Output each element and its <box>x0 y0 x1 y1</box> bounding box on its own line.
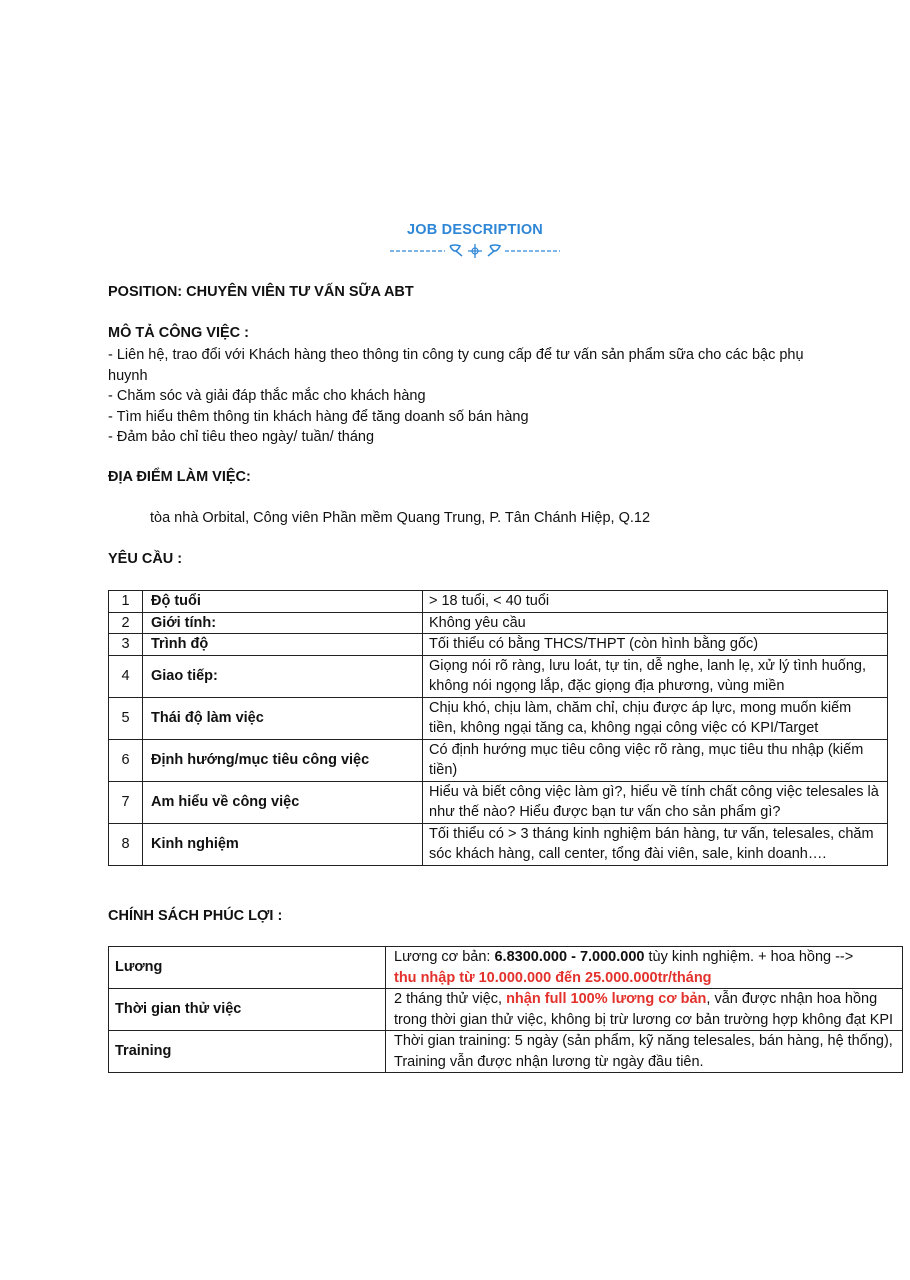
probation-suffix: , vẫn được nhận hoa hồng trong thời gian thử việc, không bị trừ lương cơ bản trường hợp không đạt KPI <box>394 991 894 1028</box>
requirements-table <box>108 590 888 866</box>
document-title: JOB DESCRIPTION <box>407 222 543 238</box>
row-label: Độ tuổi <box>143 591 423 613</box>
table-row <box>109 591 888 613</box>
benefit-label-training: Training <box>109 1031 386 1073</box>
table-row <box>109 1031 903 1073</box>
row-number: 8 <box>109 823 143 865</box>
description-heading: MÔ TẢ CÔNG VIỆC : <box>108 325 249 341</box>
benefits-table <box>108 946 903 1073</box>
row-number: 4 <box>109 655 143 697</box>
row-number: 3 <box>109 634 143 656</box>
row-value: Có định hướng mục tiêu công việc rõ ràng, mục tiêu thu nhập (kiếm tiền) <box>423 739 888 781</box>
title-ornament <box>390 242 560 258</box>
row-number: 1 <box>109 591 143 613</box>
table-row <box>109 989 903 1031</box>
salary-suffix: tùy kinh nghiệm. + hoa hồng --> <box>644 949 854 965</box>
row-label: Am hiểu về công việc <box>143 781 423 823</box>
row-value: > 18 tuổi, < 40 tuổi <box>423 591 888 613</box>
salary-prefix: Lương cơ bản: <box>394 949 495 965</box>
benefits-heading: CHÍNH SÁCH PHÚC LỢI : <box>108 908 283 924</box>
description-item: huynh <box>108 367 148 384</box>
table-row <box>109 655 888 697</box>
row-value: Hiểu và biết công việc làm gì?, hiểu về tính chất công việc telesales là như thế nào? Hiểu được bạn tư vấn cho sản phẩm gì? <box>423 781 888 823</box>
row-number: 2 <box>109 612 143 634</box>
description-item: - Đảm bảo chỉ tiêu theo ngày/ tuần/ tháng <box>108 429 375 445</box>
description-item: - Tìm hiểu thêm thông tin khách hàng để tăng doanh số bán hàng <box>108 408 529 425</box>
row-value: Tối thiểu có > 3 tháng kinh nghiệm bán hàng, tư vấn, telesales, chăm sóc khách hàng, call center, tổng đài viên, sale, kinh doanh…. <box>423 823 888 865</box>
location-heading: ĐỊA ĐIỂM LÀM VIỆC: <box>108 469 251 485</box>
description-item: - Liên hệ, trao đổi với Khách hàng theo thông tin công ty cung cấp để tư vấn sản phẩm sữa cho các bậc phụ <box>108 347 804 363</box>
row-label: Định hướng/mục tiêu công việc <box>143 739 423 781</box>
row-value: Giọng nói rõ ràng, lưu loát, tự tin, dễ nghe, lanh lẹ, xử lý tình huống, không nói ngọng lắp, đặc giọng địa phương, vùng miền <box>423 655 888 697</box>
row-number: 5 <box>109 697 143 739</box>
position-heading: POSITION: CHUYÊN VIÊN TƯ VẤN SỮA ABT <box>108 284 414 300</box>
table-row <box>109 823 888 865</box>
row-value: Tối thiểu có bằng THCS/THPT (còn hình bằng gốc) <box>423 634 888 656</box>
row-number: 6 <box>109 739 143 781</box>
requirements-heading: YÊU CẦU : <box>108 551 183 567</box>
location-address: tòa nhà Orbital, Công viên Phần mềm Quang Trung, P. Tân Chánh Hiệp, Q.12 <box>150 510 651 526</box>
row-label: Giới tính: <box>143 612 423 634</box>
benefit-label-probation: Thời gian thử việc <box>109 989 386 1031</box>
row-number: 7 <box>109 781 143 823</box>
benefit-label-salary: Lương <box>109 947 386 989</box>
salary-highlight: thu nhập từ 10.000.000 đến 25.000.000tr/tháng <box>394 969 712 986</box>
salary-amount: 6.8300.000 - 7.000.000 <box>494 949 645 965</box>
row-label: Thái độ làm việc <box>143 697 423 739</box>
row-label: Kinh nghiệm <box>143 823 423 865</box>
table-row <box>109 781 888 823</box>
table-row <box>109 634 888 656</box>
row-value: Không yêu cầu <box>423 612 888 634</box>
probation-prefix: 2 tháng thử việc, <box>394 991 507 1007</box>
row-label: Giao tiếp: <box>143 655 423 697</box>
table-row <box>109 739 888 781</box>
ornament-divider-icon <box>390 242 560 258</box>
benefit-value-probation <box>386 989 903 1031</box>
row-value: Chịu khó, chịu làm, chăm chỉ, chịu được áp lực, mong muốn kiếm tiền, không ngại tăng ca, không ngại công việc có KPI/Target <box>423 697 888 739</box>
description-item: - Chăm sóc và giải đáp thắc mắc cho khách hàng <box>108 388 426 404</box>
benefit-value-salary <box>386 947 903 989</box>
table-row <box>109 947 903 989</box>
benefit-value-training: Thời gian training: 5 ngày (sản phẩm, kỹ năng telesales, bán hàng, hệ thống), Training vẫn được nhận lương từ ngày đầu tiên. <box>386 1031 903 1073</box>
table-row <box>109 612 888 634</box>
row-label: Trình độ <box>143 634 423 656</box>
description-list <box>108 345 804 448</box>
table-row <box>109 697 888 739</box>
probation-highlight: nhận full 100% lương cơ bản <box>506 991 707 1007</box>
